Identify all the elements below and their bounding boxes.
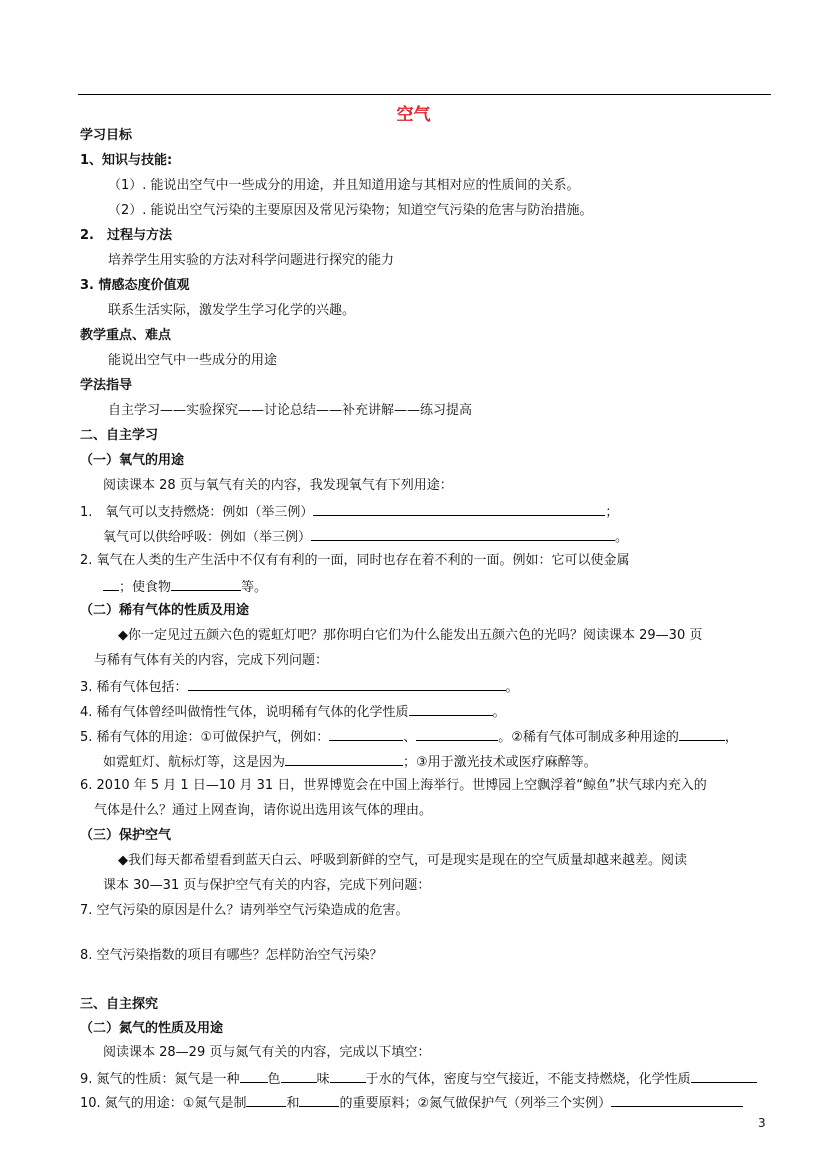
answer-blank[interactable]: [171, 576, 241, 591]
answer-blank[interactable]: [679, 726, 725, 741]
answer-blank[interactable]: [416, 726, 498, 741]
heading-self-study: 二、自主学习: [80, 428, 159, 443]
key-points-text: 能说出空气中一些成分的用途: [108, 353, 278, 368]
study-guide-text: 自主学习——实验探究——讨论总结——补充讲解——练习提高: [108, 403, 473, 418]
heading-key-points: 教学重点、难点: [80, 328, 172, 343]
question-8-line: 8. 空气污染指数的项目有哪些？怎样防治空气污染？: [80, 948, 383, 963]
process-method-text: 培养学生用实验的方法对科学问题进行探究的能力: [108, 253, 395, 268]
question-2-line: 2. 氧气在人类的生产生活中不仅有有利的一面，同时也存在着不利的一面。例如：它可以使金属: [80, 553, 630, 568]
answer-blank[interactable]: [299, 1092, 339, 1107]
question-5-line: 5. 稀有气体的用途：①可做保护气，例如： 、 。②稀有气体可制成多种用途的 ，: [80, 726, 738, 748]
question-6-cont-line: 气体是什么？通过上网查询，请你说出选用该气体的理由。: [94, 803, 433, 818]
attitude-values-text: 联系生活实际，激发学生学习化学的兴趣。: [108, 303, 356, 318]
protect-air-intro-cont: 课本 30—31 页与保护空气有关的内容，完成下列问题：: [103, 878, 431, 893]
heading-noble-gases: （二）稀有气体的性质及用途: [80, 603, 250, 618]
answer-blank[interactable]: [103, 576, 119, 591]
answer-blank[interactable]: [188, 676, 506, 691]
goal-item-2: （2）. 能说出空气污染的主要原因及常见污染物；知道空气污染的危害与防治措施。: [108, 203, 593, 218]
page-number: 3: [758, 1116, 766, 1130]
answer-blank[interactable]: [329, 726, 403, 741]
noble-gases-intro: ◆你一定见过五颜六色的霓虹灯吧？那你明白它们为什么能发出五颜六色的光吗？阅读课本 29—30 页: [118, 628, 703, 643]
page-title: 空气: [396, 105, 431, 125]
question-6-line: 6. 2010 年 5 月 1 日—10 月 31 日，世界博览会在中国上海举行。世博园上空飘浮着“鲸鱼”状气球内充入的: [80, 778, 707, 793]
question-10-line: 10. 氮气的用途：①氮气是制 和 的重要原料；②氮气做保护气（列举三个实例）: [80, 1092, 743, 1114]
heading-oxygen-uses: （一）氧气的用途: [80, 453, 185, 468]
answer-blank[interactable]: [311, 526, 615, 541]
nitrogen-reading-prompt: 阅读课本 28—29 页与氮气有关的内容，完成以下填空：: [103, 1045, 431, 1060]
question-4-line: 4. 稀有气体曾经叫做惰性气体，说明稀有气体的化学性质 。: [80, 701, 506, 723]
question-3-line: 3. 稀有气体包括： 。: [80, 676, 519, 698]
heading-process-method: 2. 过程与方法: [80, 228, 172, 243]
oxygen-reading-prompt: 阅读课本 28 页与氧气有关的内容，我发现氧气有下列用途：: [103, 478, 453, 493]
question-1b-line: 氧气可以供给呼吸：例如（举三例） 。: [103, 526, 628, 548]
heading-knowledge-skills: 1、知识与技能:: [80, 153, 173, 168]
question-1-line: 1. 氧气可以支持燃烧：例如（举三例） ；: [80, 501, 618, 523]
heading-learning-goals: 学习目标: [80, 128, 133, 143]
heading-protect-air: （三）保护空气: [80, 828, 172, 843]
answer-blank[interactable]: [611, 1092, 743, 1107]
heading-study-guide: 学法指导: [80, 378, 133, 393]
question-2-cont-line: ；使食物 等。: [103, 576, 267, 598]
answer-blank[interactable]: [409, 701, 493, 716]
heading-attitude-values: 3. 情感态度价值观: [80, 278, 190, 293]
goal-item-1: （1）. 能说出空气中一些成分的用途，并且知道用途与其相对应的性质间的关系。: [108, 178, 580, 193]
heading-nitrogen: （二）氮气的性质及用途: [80, 1021, 224, 1036]
answer-blank[interactable]: [281, 1068, 317, 1083]
answer-blank[interactable]: [330, 1068, 366, 1083]
header-rule: [78, 94, 771, 95]
answer-blank[interactable]: [246, 1092, 286, 1107]
noble-gases-intro-cont: 与稀有气体有关的内容，完成下列问题：: [94, 653, 329, 668]
question-9-line: 9. 氮气的性质：氮气是一种 色 味 于水的气体，密度与空气接近，不能支持燃烧，化学性质: [80, 1068, 757, 1090]
answer-blank[interactable]: [285, 751, 403, 766]
question-5-cont-line: 如霓虹灯、航标灯等，这是因为 ；③用于激光技术或医疗麻醉等。: [103, 751, 597, 773]
question-7-line: 7. 空气污染的原因是什么？请列举空气污染造成的危害。: [80, 903, 409, 918]
answer-blank[interactable]: [240, 1068, 268, 1083]
heading-self-explore: 三、自主探究: [80, 997, 159, 1012]
answer-blank[interactable]: [313, 501, 605, 516]
protect-air-intro: ◆我们每天都希望看到蓝天白云、呼吸到新鲜的空气，可是现实是现在的空气质量却越来越差。阅读: [118, 853, 687, 868]
answer-blank[interactable]: [691, 1068, 757, 1083]
